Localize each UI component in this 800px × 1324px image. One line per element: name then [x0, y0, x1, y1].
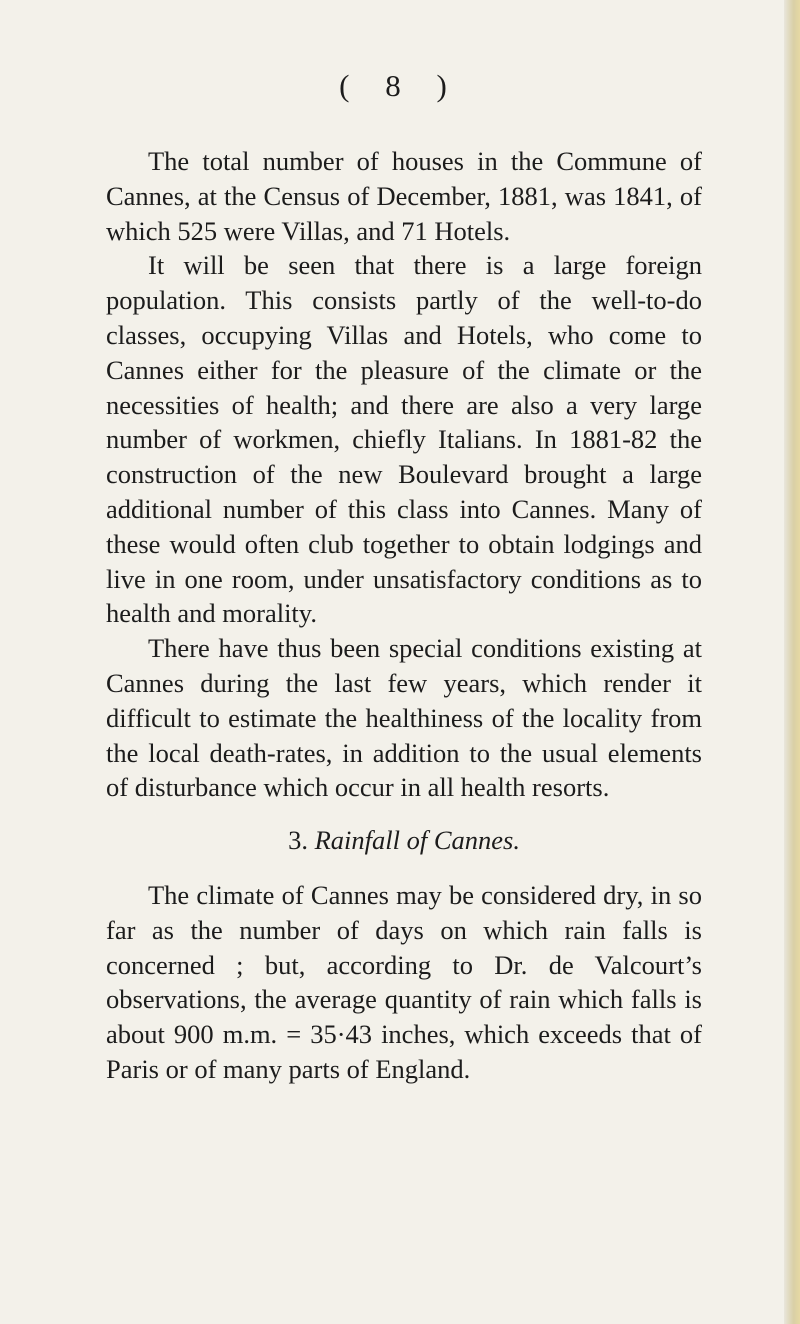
paragraph-rainfall: The climate of Cannes may be considered dry, in so far as the number of days on which rain falls is concerned ; but, according to Dr. de Valcourt’s observations, the average quantity of rain which falls is about 900 m.m. = 35·43 inches, which exceeds that of Paris or of many parts of England.: [106, 879, 702, 1084]
paragraph-special-conditions: There have thus been special conditions existing at Cannes during the last few years, which render it difficult to estimate the healthiness of the locality from the local death-rates, in addition to the usual elements of disturbance which occur in all health resorts.: [106, 633, 702, 803]
section-number: 3.: [288, 825, 308, 856]
page-body: [106, 144, 702, 1087]
paragraph-census: The total number of houses in the Commune of Cannes, at the Census of December, 1881, was 1841, of which 525 were Villas, and 71 Hotels.: [106, 146, 702, 246]
page-edge-shading: [784, 0, 800, 1324]
section-heading: [106, 823, 702, 858]
section-title: Rainfall of Cannes.: [314, 825, 520, 856]
page-number: ( 8 ): [339, 68, 461, 103]
paragraph-foreign-population: It will be seen that there is a large foreign population. This consists partly of the well-to-do classes, occupying Villas and Hotels, who come to Cannes either for the pleasure of the climate or the necessities of health; and there are also a very large number of workmen, chiefly Italians. In 1881-82 the construction of the new Boulevard brought a large additional number of this class into Cannes. Many of these would often club together to obtain lodgings and live in one room, under unsatisfactory conditions as to health and morality.: [106, 250, 702, 629]
